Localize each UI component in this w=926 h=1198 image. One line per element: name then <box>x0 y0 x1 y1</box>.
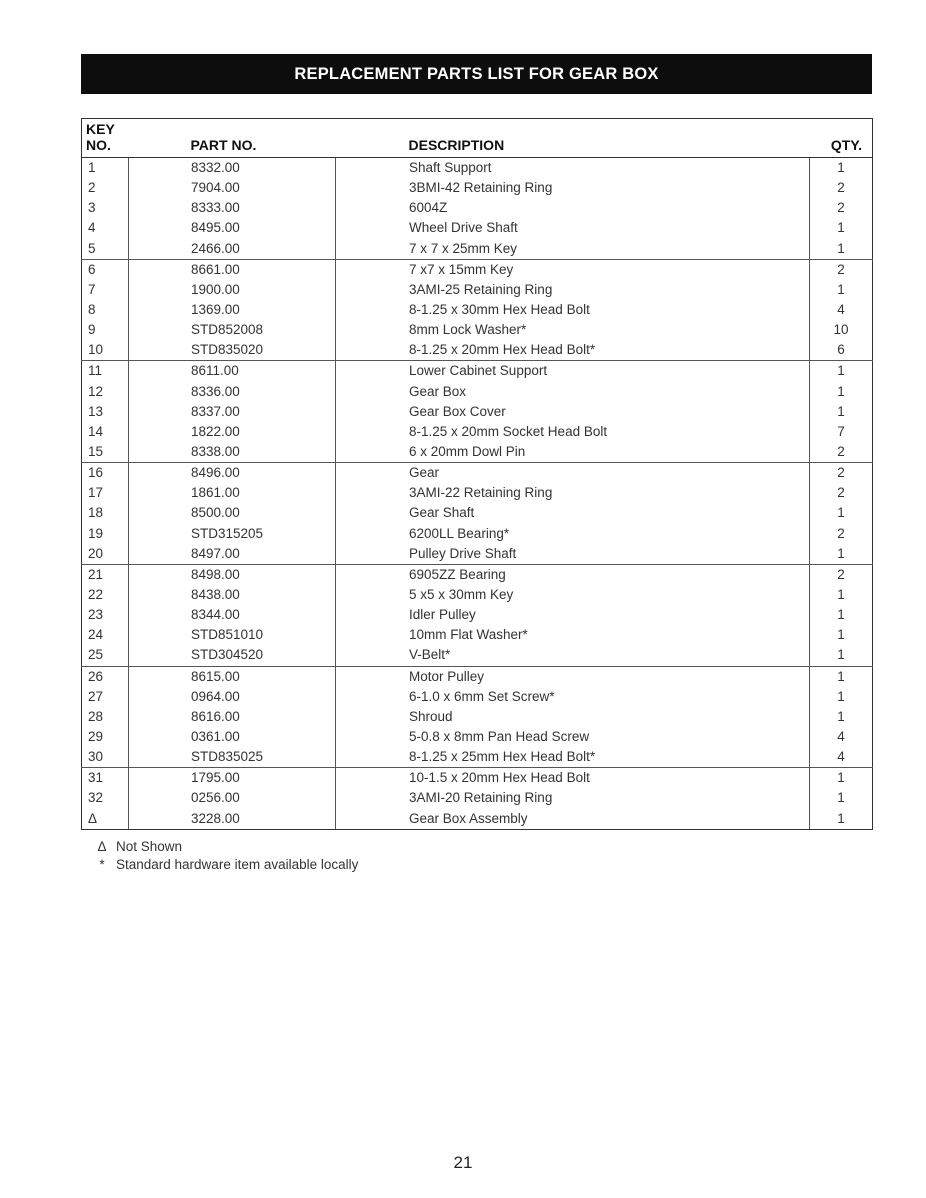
table-row <box>82 687 873 707</box>
cell-qty: 1 <box>837 688 845 704</box>
cell-part-no: STD304520 <box>129 645 336 666</box>
table-row <box>82 178 873 198</box>
cell-qty: 1 <box>837 647 845 663</box>
cell-key-no: 10 <box>88 342 104 358</box>
table-row <box>82 585 873 605</box>
table-row <box>82 402 873 422</box>
footnote-text: Standard hardware item available locally <box>116 857 359 872</box>
cell-description: 3AMI-20 Retaining Ring <box>336 788 810 808</box>
cell-part-no: 7904.00 <box>129 178 336 198</box>
table-row <box>82 768 873 789</box>
cell-qty: 1 <box>837 708 845 724</box>
cell-part-no: 8344.00 <box>129 605 336 625</box>
cell-part-no: 8496.00 <box>129 463 336 484</box>
cell-part-no: 8333.00 <box>129 198 336 218</box>
cell-part-no: 8615.00 <box>129 666 336 687</box>
cell-part-no: 8336.00 <box>129 382 336 402</box>
cell-description: 5-0.8 x 8mm Pan Head Screw <box>336 727 810 747</box>
cell-description: 3BMI-42 Retaining Ring <box>336 178 810 198</box>
cell-part-no: 8500.00 <box>129 503 336 523</box>
footnote-symbol: Δ <box>97 839 107 854</box>
table-row <box>82 422 873 442</box>
cell-description: Pulley Drive Shaft <box>336 544 810 565</box>
cell-part-no: 0964.00 <box>129 687 336 707</box>
cell-description: Lower Cabinet Support <box>336 361 810 382</box>
cell-part-no: 1795.00 <box>129 768 336 789</box>
cell-description: 3AMI-25 Retaining Ring <box>336 280 810 300</box>
cell-part-no: 8332.00 <box>129 158 336 179</box>
cell-description: 10mm Flat Washer* <box>336 625 810 645</box>
cell-description: 3AMI-22 Retaining Ring <box>336 483 810 503</box>
cell-description: Gear Shaft <box>336 503 810 523</box>
cell-key-no: 1 <box>88 160 96 176</box>
page-title: REPLACEMENT PARTS LIST FOR GEAR BOX <box>81 54 872 94</box>
cell-qty: 1 <box>837 505 845 521</box>
cell-description: 5 x5 x 30mm Key <box>336 585 810 605</box>
footnote-text: Not Shown <box>116 839 183 854</box>
cell-qty: 7 <box>837 423 845 439</box>
cell-qty: 1 <box>810 809 873 830</box>
table-row <box>82 544 873 565</box>
cell-qty: 1 <box>810 361 873 382</box>
cell-key-no: 22 <box>88 587 104 603</box>
cell-part-no: 3228.00 <box>129 809 336 830</box>
table-row <box>82 442 873 463</box>
footnotes <box>88 838 358 874</box>
table-row <box>82 280 873 300</box>
cell-key-no: 5 <box>88 240 96 256</box>
table-row <box>82 707 873 727</box>
table-header-row <box>82 119 873 158</box>
table-row <box>82 300 873 320</box>
cell-qty: 2 <box>837 444 845 460</box>
cell-qty: 2 <box>810 463 873 484</box>
cell-key-no: 30 <box>88 749 104 765</box>
cell-part-no: 0361.00 <box>129 727 336 747</box>
cell-description: 8-1.25 x 20mm Hex Head Bolt* <box>336 340 810 361</box>
parts-table-container <box>81 118 872 830</box>
cell-qty: 1 <box>837 403 845 419</box>
cell-description: 6905ZZ Bearing <box>336 564 810 585</box>
cell-description: Shaft Support <box>336 158 810 179</box>
cell-description: 8mm Lock Washer* <box>336 320 810 340</box>
cell-key-no: Δ <box>82 809 129 830</box>
cell-part-no: 8338.00 <box>129 442 336 463</box>
header-qty: QTY. <box>810 119 873 158</box>
cell-key-no: 24 <box>88 627 104 643</box>
cell-qty: 6 <box>837 342 845 358</box>
cell-key-no: 8 <box>88 302 96 318</box>
cell-qty: 4 <box>837 729 845 744</box>
cell-key-no: 9 <box>88 322 96 338</box>
table-row <box>82 483 873 503</box>
cell-description: Idler Pulley <box>336 605 810 625</box>
cell-qty: 1 <box>837 607 845 623</box>
cell-qty: 1 <box>837 220 845 236</box>
cell-qty: 1 <box>837 160 845 176</box>
cell-description: Wheel Drive Shaft <box>336 218 810 238</box>
cell-qty: 1 <box>837 383 845 399</box>
table-row <box>82 463 873 484</box>
table-row <box>82 605 873 625</box>
header-key-no <box>82 119 129 158</box>
cell-qty: 1 <box>837 587 845 603</box>
cell-key-no: 16 <box>82 463 129 484</box>
cell-description: 6004Z <box>336 198 810 218</box>
cell-key-no: 6 <box>82 259 129 280</box>
table-row <box>82 158 873 179</box>
cell-part-no: 1822.00 <box>129 422 336 442</box>
table-row <box>82 666 873 687</box>
cell-key-no: 21 <box>82 564 129 585</box>
cell-qty: 1 <box>837 545 845 561</box>
cell-qty: 2 <box>837 525 845 541</box>
cell-key-no: 7 <box>88 281 96 297</box>
cell-part-no: 8661.00 <box>129 259 336 280</box>
cell-description: 10-1.5 x 20mm Hex Head Bolt <box>336 768 810 789</box>
cell-part-no: STD852008 <box>129 320 336 340</box>
table-row <box>82 564 873 585</box>
cell-description: 6 x 20mm Dowl Pin <box>336 442 810 463</box>
cell-key-no: 15 <box>88 444 104 460</box>
table-row <box>82 625 873 645</box>
cell-part-no: STD315205 <box>129 524 336 544</box>
table-row <box>82 809 873 830</box>
cell-part-no: 8438.00 <box>129 585 336 605</box>
cell-part-no: 1900.00 <box>129 280 336 300</box>
footnote-not-shown <box>88 838 358 856</box>
cell-qty: 1 <box>810 666 873 687</box>
table-row <box>82 259 873 280</box>
cell-key-no: 13 <box>88 403 104 419</box>
table-row <box>82 524 873 544</box>
cell-key-no: 14 <box>88 423 104 439</box>
table-row <box>82 361 873 382</box>
table-row <box>82 727 873 747</box>
cell-qty: 2 <box>810 259 873 280</box>
cell-description: Shroud <box>336 707 810 727</box>
cell-description: V-Belt* <box>336 645 810 666</box>
parts-table-body <box>82 158 873 830</box>
cell-description: Gear <box>336 463 810 484</box>
table-row <box>82 382 873 402</box>
cell-qty: 1 <box>837 240 845 256</box>
cell-key-no: 12 <box>88 383 104 399</box>
cell-key-no: 25 <box>88 647 104 663</box>
cell-part-no: 8337.00 <box>129 402 336 422</box>
cell-key-no: 27 <box>88 688 104 704</box>
cell-key-no: 18 <box>88 505 104 521</box>
cell-part-no: 8497.00 <box>129 544 336 565</box>
cell-qty: 2 <box>837 180 845 196</box>
cell-part-no: 1861.00 <box>129 483 336 503</box>
cell-description: Gear Box <box>336 382 810 402</box>
cell-description: Gear Box Cover <box>336 402 810 422</box>
cell-description: 8-1.25 x 25mm Hex Head Bolt* <box>336 747 810 768</box>
cell-key-no: 28 <box>88 708 104 724</box>
cell-part-no: STD851010 <box>129 625 336 645</box>
cell-part-no: 8616.00 <box>129 707 336 727</box>
cell-qty: 2 <box>810 564 873 585</box>
cell-qty: 4 <box>837 302 845 318</box>
cell-description: 8-1.25 x 20mm Socket Head Bolt <box>336 422 810 442</box>
table-row <box>82 320 873 340</box>
table-row <box>82 503 873 523</box>
cell-key-no: 32 <box>88 790 104 806</box>
cell-key-no: 20 <box>88 545 104 561</box>
cell-key-no: 26 <box>82 666 129 687</box>
cell-description: Gear Box Assembly <box>336 809 810 830</box>
cell-part-no: 1369.00 <box>129 300 336 320</box>
parts-table <box>81 118 873 830</box>
cell-qty: 1 <box>837 627 845 643</box>
cell-qty: 1 <box>810 768 873 789</box>
cell-key-no: 4 <box>88 220 96 236</box>
cell-description: 8-1.25 x 30mm Hex Head Bolt <box>336 300 810 320</box>
header-description: DESCRIPTION <box>336 119 810 158</box>
cell-description: Motor Pulley <box>336 666 810 687</box>
page-number: 21 <box>453 1153 473 1172</box>
cell-key-no: 19 <box>88 525 104 541</box>
cell-key-no: 29 <box>88 729 104 744</box>
cell-part-no: 8498.00 <box>129 564 336 585</box>
table-row <box>82 198 873 218</box>
table-row <box>82 747 873 768</box>
table-row <box>82 645 873 666</box>
cell-key-no: 31 <box>82 768 129 789</box>
cell-key-no: 11 <box>82 361 129 382</box>
table-row <box>82 218 873 238</box>
cell-part-no: 8495.00 <box>129 218 336 238</box>
cell-description: 7 x 7 x 25mm Key <box>336 239 810 260</box>
cell-description: 7 x7 x 15mm Key <box>336 259 810 280</box>
cell-qty: 1 <box>837 790 845 806</box>
cell-part-no: 2466.00 <box>129 239 336 260</box>
header-part-no: PART NO. <box>129 119 336 158</box>
footnote-standard-hardware <box>88 856 358 874</box>
cell-part-no: STD835025 <box>129 747 336 768</box>
cell-key-no: 3 <box>88 200 96 216</box>
header-key-line2: NO. <box>86 137 111 153</box>
cell-key-no: 23 <box>88 607 104 623</box>
header-key-line1: KEY <box>86 121 115 137</box>
cell-key-no: 17 <box>88 485 104 501</box>
cell-qty: 10 <box>833 322 849 338</box>
cell-qty: 4 <box>837 749 845 765</box>
cell-qty: 2 <box>837 485 845 501</box>
cell-qty: 2 <box>837 200 845 216</box>
cell-description: 6200LL Bearing* <box>336 524 810 544</box>
table-row <box>82 340 873 361</box>
footnote-symbol: * <box>99 857 105 872</box>
cell-part-no: 0256.00 <box>129 788 336 808</box>
cell-part-no: STD835020 <box>129 340 336 361</box>
cell-key-no: 2 <box>88 180 96 196</box>
table-row <box>82 239 873 260</box>
cell-part-no: 8611.00 <box>129 361 336 382</box>
cell-qty: 1 <box>837 281 845 297</box>
table-row <box>82 788 873 808</box>
cell-description: 6-1.0 x 6mm Set Screw* <box>336 687 810 707</box>
